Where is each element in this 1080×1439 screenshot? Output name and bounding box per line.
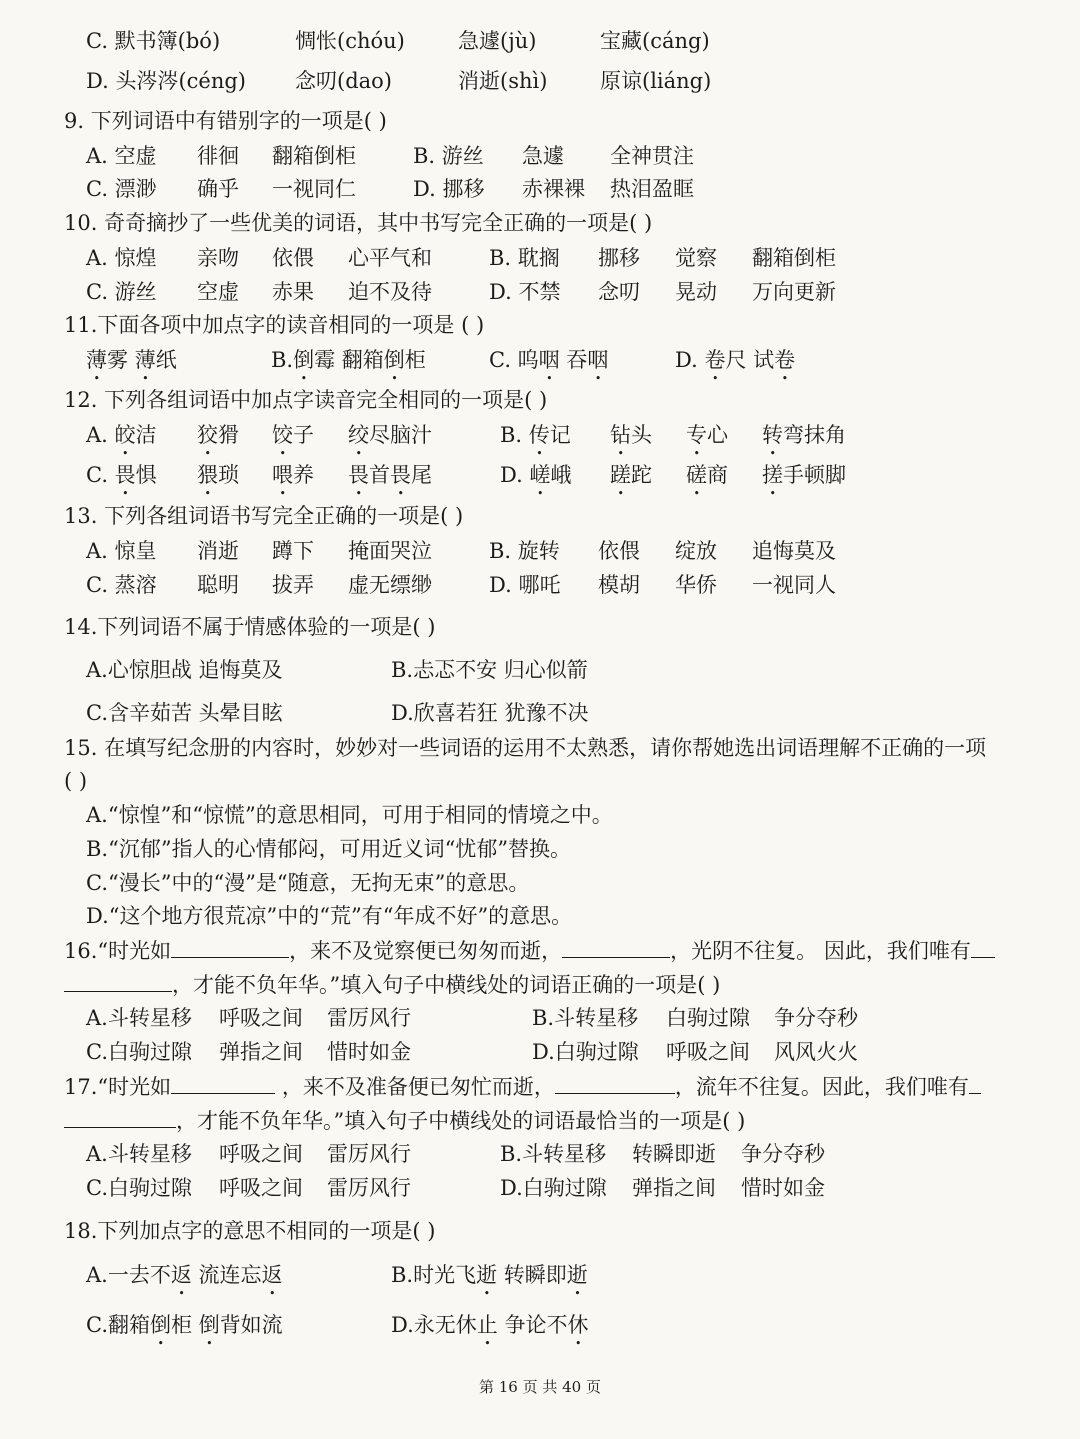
text-segment: D.“这个地方很荒凉”中的“荒”有“年成不好”的意思。 [86, 904, 573, 928]
text-segment: 雷厉风行 [327, 1006, 411, 1030]
question-text [0, 614, 1080, 644]
text-run: 琐 [218, 463, 239, 487]
text-segment: 拔弄 [272, 573, 314, 597]
text-segment: 赤果 [272, 280, 314, 304]
text-run: 转瞬即 [497, 1263, 567, 1287]
fill-in-blank [64, 971, 172, 992]
text-run: 猾 [218, 423, 239, 447]
option-line [0, 279, 1080, 309]
text-segment: A. 惊皇 [86, 539, 157, 563]
text-segment: 争分夺秒 [774, 1006, 858, 1030]
text-segment: 急遽(jù) [458, 29, 537, 53]
text-segment: 雷厉风行 [327, 1142, 411, 1166]
text-segment: 呼吸之间 [219, 1006, 303, 1030]
text-segment: ( ) [64, 769, 88, 793]
text-segment: 白驹过隙 [666, 1006, 750, 1030]
text-segment: A. 空虚 [86, 144, 157, 168]
dotted-character: 饺 [272, 423, 293, 447]
text-segment [64, 971, 720, 998]
text-run: ，光阴不往复。 因此，我们唯有 [670, 939, 971, 963]
text-run: ，来不及觉察便已匆匆而逝， [289, 939, 563, 963]
option-line [0, 1312, 1080, 1342]
text-segment [86, 347, 177, 385]
text-run: 洁 [135, 423, 157, 447]
option-line [0, 143, 1080, 173]
text-segment [610, 422, 652, 460]
text-segment: 转瞬即逝 [632, 1142, 716, 1166]
text-segment [762, 462, 846, 500]
text-segment: C. 漂渺 [86, 177, 157, 201]
option-line [0, 700, 1080, 730]
text-segment: 消逝 [197, 539, 239, 563]
text-segment: B.忐忑不安 归心似箭 [391, 658, 588, 682]
text-segment: 惜时如金 [327, 1040, 411, 1064]
text-segment: 确乎 [197, 177, 239, 201]
option-line [0, 1175, 1080, 1205]
text-run: 柜 [171, 1313, 199, 1337]
text-segment: 呼吸之间 [219, 1142, 303, 1166]
text-segment: 弹指之间 [219, 1040, 303, 1064]
text-segment: 晃动 [675, 280, 717, 304]
dotted-character: 逝 [566, 1263, 588, 1287]
text-segment: D.欣喜若狂 犹豫不决 [391, 701, 589, 725]
text-segment: 9. 下列词语中有错别字的一项是( ) [64, 109, 387, 133]
dotted-character: 喂 [272, 463, 293, 487]
text-run: 柜 [404, 348, 426, 372]
text-segment: 11.下面各项中加点字的读音相同的一项是 ( ) [64, 313, 485, 337]
text-segment [762, 422, 846, 460]
text-segment: 18.下列加点字的意思不相同的一项是( ) [64, 1219, 436, 1243]
question-text [0, 937, 1080, 967]
text-segment: 模胡 [598, 573, 640, 597]
text-segment: 12. 下列各组词语中加点字读音完全相同的一项是( ) [64, 388, 548, 412]
text-segment: 空虚 [197, 280, 239, 304]
text-segment: 消逝(shì) [458, 69, 548, 93]
option-line [0, 245, 1080, 275]
dotted-character: 倒 [150, 1313, 171, 1337]
dotted-character: 狡 [197, 423, 218, 447]
option-line [0, 176, 1080, 206]
fill-in-blank [171, 937, 289, 958]
question-text [0, 735, 1080, 765]
dotted-character: 卷 [774, 348, 796, 372]
option-line [0, 572, 1080, 602]
text-run: A.一去不 [86, 1263, 171, 1287]
dotted-character: 蹉 [610, 463, 631, 487]
option-line [0, 836, 1080, 866]
question-text [0, 1073, 1080, 1103]
fill-in-blank [562, 937, 670, 958]
question-text [0, 210, 1080, 240]
text-run: D. [500, 463, 530, 487]
question-text [0, 108, 1080, 138]
dotted-character: 返 [261, 1263, 283, 1287]
dotted-character: 倒 [198, 1313, 220, 1337]
text-segment [86, 462, 157, 500]
question-text [0, 768, 1080, 798]
text-run: 养 [293, 463, 314, 487]
dotted-character: 专 [686, 423, 707, 447]
dotted-character: 钻 [610, 423, 631, 447]
text-segment: 宝藏(cáng) [600, 29, 710, 53]
text-run: 17.“时光如 [64, 1075, 172, 1099]
text-segment: 一视同仁 [272, 177, 356, 201]
option-line [0, 870, 1080, 900]
text-run: 流连忘 [191, 1263, 262, 1287]
text-segment: 挪移 [598, 246, 640, 270]
dotted-character: 止 [476, 1313, 498, 1337]
text-segment [391, 1262, 588, 1300]
text-segment [348, 462, 432, 500]
dotted-character: 咽 [538, 348, 560, 372]
dotted-character: 倒 [383, 348, 405, 372]
text-segment: 迫不及待 [348, 280, 432, 304]
question-text [0, 1218, 1080, 1248]
text-segment [86, 1312, 283, 1350]
text-run: B. [271, 348, 294, 372]
option-line [0, 1141, 1080, 1171]
text-segment: A. 惊煌 [86, 246, 157, 270]
text-segment: 热泪盈眶 [610, 177, 694, 201]
text-segment [500, 462, 571, 500]
question-text [0, 312, 1080, 342]
dotted-character: 嵯 [529, 463, 551, 487]
text-segment: C.白驹过隙 [86, 1040, 192, 1064]
option-line [0, 347, 1080, 377]
text-run: 吞 [559, 348, 588, 372]
option-line [0, 1262, 1080, 1292]
dotted-character: 卷 [704, 348, 726, 372]
text-run: 16.“时光如 [64, 939, 172, 963]
text-segment [686, 462, 728, 500]
option-line [0, 1005, 1080, 1035]
text-segment: 依偎 [272, 246, 314, 270]
text-run: 背如流 [219, 1313, 283, 1337]
text-run: C.翻箱 [86, 1313, 150, 1337]
text-run: ，才能不负年华。”填入句子中横线处的词语正确的一项是( ) [172, 973, 721, 997]
option-line [0, 657, 1080, 687]
dotted-character: 畏 [348, 463, 369, 487]
page-footer: 第 16 页 共 40 页 [478, 1378, 601, 1396]
question-text [0, 1107, 1080, 1137]
text-segment: 全神贯注 [610, 144, 694, 168]
text-segment: 15. 在填写纪念册的内容时，妙妙对一些词语的运用不太熟悉，请你帮她选出词语理解不正确的一项 [64, 736, 987, 760]
option-line [0, 802, 1080, 832]
text-segment: A.斗转星移 [86, 1142, 192, 1166]
text-run: 霉 翻箱 [314, 348, 384, 372]
fill-in-blank [971, 937, 995, 958]
dotted-character: 薄 [86, 348, 107, 372]
text-segment: 14.下列词语不属于情感体验的一项是( ) [64, 615, 436, 639]
dotted-character: 传 [528, 423, 550, 447]
text-segment: 赤裸裸 [522, 177, 585, 201]
text-run: A. [86, 423, 115, 447]
text-segment: A.心惊胆战 追悔莫及 [86, 658, 283, 682]
text-segment [348, 422, 432, 460]
text-segment: D. 挪移 [413, 177, 485, 201]
text-run: 尾 [411, 463, 432, 487]
text-segment: D. 头涔涔(céng) [86, 69, 246, 93]
text-run: 记 [549, 423, 571, 447]
text-segment: B. 旋转 [489, 539, 560, 563]
text-segment: 急遽 [522, 144, 564, 168]
text-segment: 翻箱倒柜 [752, 246, 836, 270]
dotted-character: 休 [567, 1313, 589, 1337]
text-segment: D.白驹过隙 [500, 1176, 607, 1200]
text-segment: 追悔莫及 [752, 539, 836, 563]
text-segment: 蹲下 [272, 539, 314, 563]
text-segment [272, 422, 314, 460]
text-segment: 聪明 [197, 573, 239, 597]
question-text [0, 503, 1080, 533]
text-segment [686, 422, 728, 460]
text-run: 手顿脚 [783, 463, 846, 487]
dotted-character: 畏 [114, 463, 136, 487]
text-run: 跎 [631, 463, 652, 487]
dotted-character: 咽 [587, 348, 609, 372]
text-segment: 依偎 [598, 539, 640, 563]
text-segment: 亲吻 [197, 246, 239, 270]
option-line [0, 422, 1080, 452]
option-line [0, 68, 1080, 98]
text-segment: 弹指之间 [632, 1176, 716, 1200]
text-segment [197, 422, 239, 460]
text-segment [500, 422, 571, 460]
text-segment: C. 蒸溶 [86, 573, 157, 597]
text-segment: 争分夺秒 [741, 1142, 825, 1166]
text-segment [86, 1262, 283, 1300]
text-run: 争论不 [497, 1313, 568, 1337]
text-segment: 呼吸之间 [666, 1040, 750, 1064]
text-segment: B. 游丝 [413, 144, 484, 168]
fill-in-blank [555, 1073, 675, 1094]
text-segment: D. 哪吒 [489, 573, 561, 597]
fill-in-blank [64, 1107, 176, 1128]
text-segment: 万向更新 [752, 280, 836, 304]
text-segment [64, 1073, 981, 1100]
text-segment: A.斗转星移 [86, 1006, 192, 1030]
text-segment: D.白驹过隙 [532, 1040, 639, 1064]
text-segment: 惆怅(chóu) [295, 29, 405, 53]
text-segment: 心平气和 [348, 246, 432, 270]
option-line [0, 28, 1080, 58]
text-segment: C.含辛茹苦 头晕目眩 [86, 701, 283, 725]
text-segment: D. 不禁 [489, 280, 561, 304]
dotted-character: 畏 [390, 463, 411, 487]
text-segment: 翻箱倒柜 [272, 144, 356, 168]
text-segment: C.白驹过隙 [86, 1176, 192, 1200]
text-run: 雾 [107, 348, 135, 372]
text-segment [675, 347, 795, 385]
dotted-character: 返 [170, 1263, 192, 1287]
text-run: ，来不及准备便已匆忙而逝， [275, 1075, 555, 1099]
text-run: 子 [293, 423, 314, 447]
text-segment [391, 1312, 588, 1350]
text-run: 峨 [550, 463, 572, 487]
text-run: C. [86, 463, 115, 487]
text-segment [86, 422, 157, 460]
text-run: 纸 [155, 348, 177, 372]
dotted-character: 皎 [114, 423, 136, 447]
text-segment: 惜时如金 [741, 1176, 825, 1200]
text-segment: 觉察 [675, 246, 717, 270]
text-segment: 雷厉风行 [327, 1176, 411, 1200]
text-run: B. [500, 423, 529, 447]
text-segment [64, 937, 995, 964]
text-segment [610, 462, 652, 500]
question-text [0, 387, 1080, 417]
text-segment: B.“沉郁”指人的心情郁闷，可用近义词“忧郁”替换。 [86, 837, 572, 861]
text-run: B.时光飞 [391, 1263, 477, 1287]
text-run: C. 呜 [489, 348, 539, 372]
text-run: 惧 [135, 463, 157, 487]
text-segment: 10. 奇奇摘抄了一些优美的词语，其中书写完全正确的一项是( ) [64, 211, 653, 235]
text-run: 弯抹角 [783, 423, 846, 447]
dotted-character: 磋 [686, 463, 707, 487]
text-segment: C. 游丝 [86, 280, 157, 304]
text-segment: 念叨(dao) [295, 69, 392, 93]
text-segment: C.“漫长”中的“漫”是“随意，无拘无束”的意思。 [86, 871, 530, 895]
text-run: 尺 试 [725, 348, 775, 372]
fill-in-blank [171, 1073, 275, 1094]
text-run: D.永无休 [391, 1313, 477, 1337]
text-segment: A.“惊惶”和“惊慌”的意思相同，可用于相同的情境之中。 [86, 803, 613, 827]
text-segment: 华侨 [675, 573, 717, 597]
text-segment: 13. 下列各组词语书写完全正确的一项是( ) [64, 504, 464, 528]
text-segment: 绽放 [675, 539, 717, 563]
option-line [0, 462, 1080, 492]
text-run: 首 [369, 463, 390, 487]
text-segment [271, 347, 426, 385]
option-line [0, 1039, 1080, 1069]
question-text [0, 971, 1080, 1001]
text-run: D. [675, 348, 705, 372]
option-line [0, 538, 1080, 568]
dotted-character: 转 [762, 423, 783, 447]
text-run: 头 [631, 423, 652, 447]
text-run: 商 [707, 463, 728, 487]
text-segment: 一视同人 [752, 573, 836, 597]
text-segment [272, 462, 314, 500]
text-segment [64, 1107, 745, 1134]
text-segment: 徘徊 [197, 144, 239, 168]
text-run: ，才能不负年华。”填入句子中横线处的词语最恰当的一项是( ) [176, 1109, 746, 1133]
text-run: ，流年不往复。因此，我们唯有 [674, 1075, 969, 1099]
text-segment: B.斗转星移 [532, 1006, 639, 1030]
text-segment: 虚无缥缈 [348, 573, 432, 597]
dotted-character: 倒 [293, 348, 315, 372]
text-segment: C. 默书簿(bó) [86, 29, 221, 53]
text-segment: B. 耽搁 [489, 246, 560, 270]
option-line [0, 903, 1080, 933]
dotted-character: 薄 [134, 348, 156, 372]
text-segment: 掩面哭泣 [348, 539, 432, 563]
text-run: 尽脑汁 [369, 423, 432, 447]
dotted-character: 逝 [476, 1263, 498, 1287]
fill-in-blank [969, 1073, 981, 1094]
dotted-character: 猥 [197, 463, 218, 487]
text-segment [489, 347, 608, 385]
text-run: 心 [707, 423, 728, 447]
dotted-character: 绞 [348, 423, 369, 447]
dotted-character: 搓 [762, 463, 783, 487]
text-segment: 原谅(liáng) [600, 69, 712, 93]
text-segment [197, 462, 239, 500]
text-segment: 念叨 [598, 280, 640, 304]
text-segment: B.斗转星移 [500, 1142, 607, 1166]
text-segment: 呼吸之间 [219, 1176, 303, 1200]
text-segment: 风风火火 [774, 1040, 858, 1064]
